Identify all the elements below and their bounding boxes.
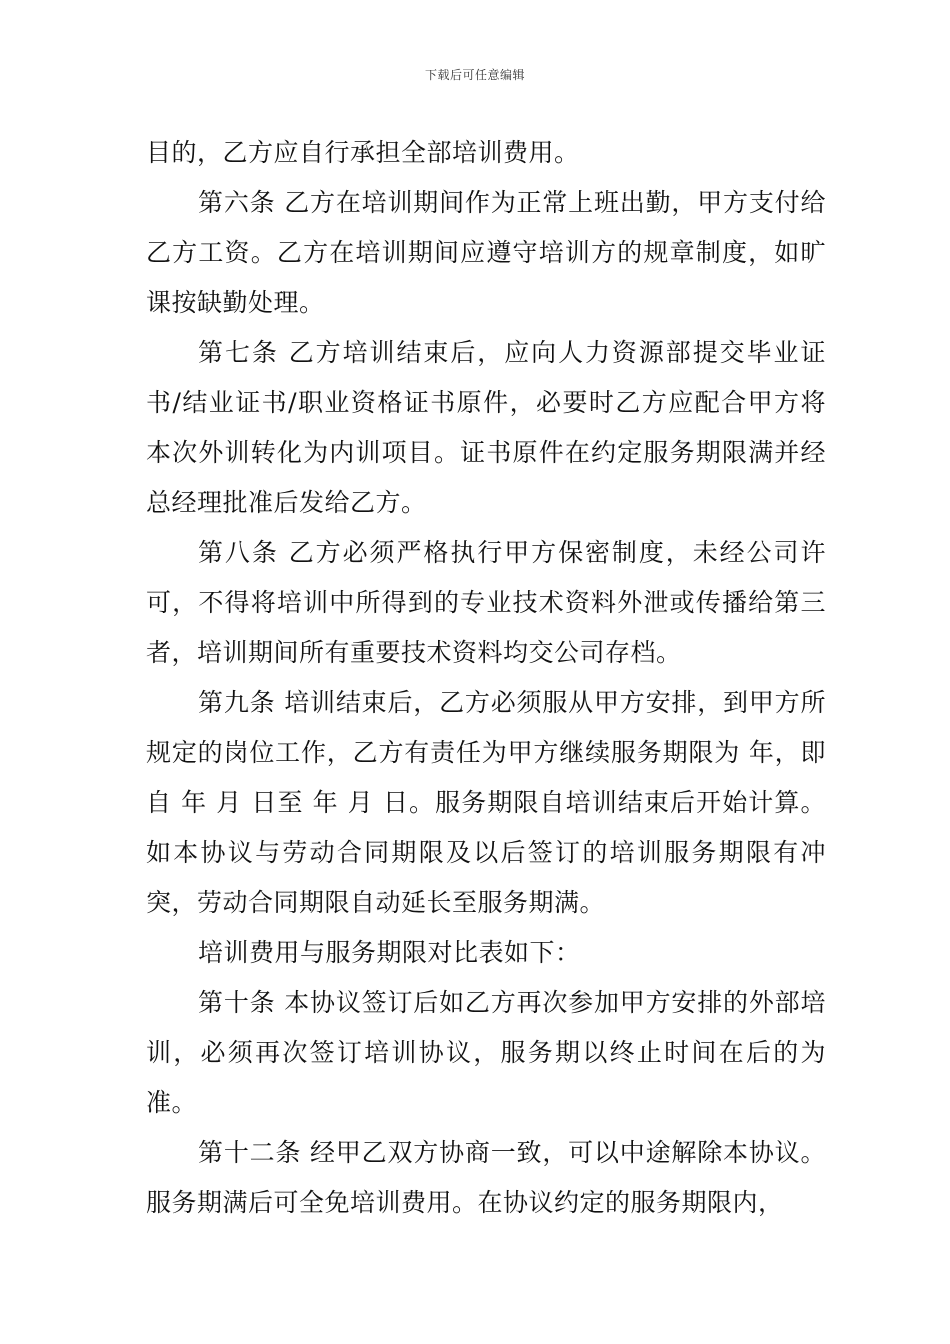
paragraph-article-7: 第七条 乙方培训结束后，应向人力资源部提交毕业证书/结业证书/职业资格证书原件，必要时乙方应配合甲方将本次外训转化为内训项目。证书原件在约定服务期限满并经总经理批准后发给乙方。 [146, 338, 826, 517]
document-body [146, 128, 826, 1228]
paragraph-article-9: 第九条 培训结束后，乙方必须服从甲方安排，到甲方所规定的岗位工作，乙方有责任为甲方继续服务期限为 年，即自 年 月 日至 年 月 日。服务期限自培训结束后开始计算。如本协议与劳动合同期限及以后签订的培训服务期限有冲突，劳动合同期限自动延长至服务期满。 [146, 688, 826, 917]
paragraph-continuation: 目的，乙方应自行承担全部培训费用。 [146, 138, 580, 167]
paragraph-article-8: 第八条 乙方必须严格执行甲方保密制度，未经公司许可，不得将培训中所得到的专业技术资料外泄或传播给第三者，培训期间所有重要技术资料均交公司存档。 [146, 538, 826, 667]
paragraph-article-6: 第六条 乙方在培训期间作为正常上班出勤，甲方支付给乙方工资。乙方在培训期间应遵守培训方的规章制度，如旷课按缺勤处理。 [146, 188, 826, 317]
paragraph-article-10: 第十条 本协议签订后如乙方再次参加甲方安排的外部培训，必须再次签订培训协议，服务期以终止时间在后的为准。 [146, 988, 826, 1117]
page-header: 下载后可任意编辑 [424, 68, 525, 82]
paragraph-table-intro: 培训费用与服务期限对比表如下： [198, 938, 581, 967]
paragraph-article-12: 第十二条 经甲乙双方协商一致，可以中途解除本协议。服务期满后可全免培训费用。在协议约定的服务期限内， [146, 1138, 826, 1217]
